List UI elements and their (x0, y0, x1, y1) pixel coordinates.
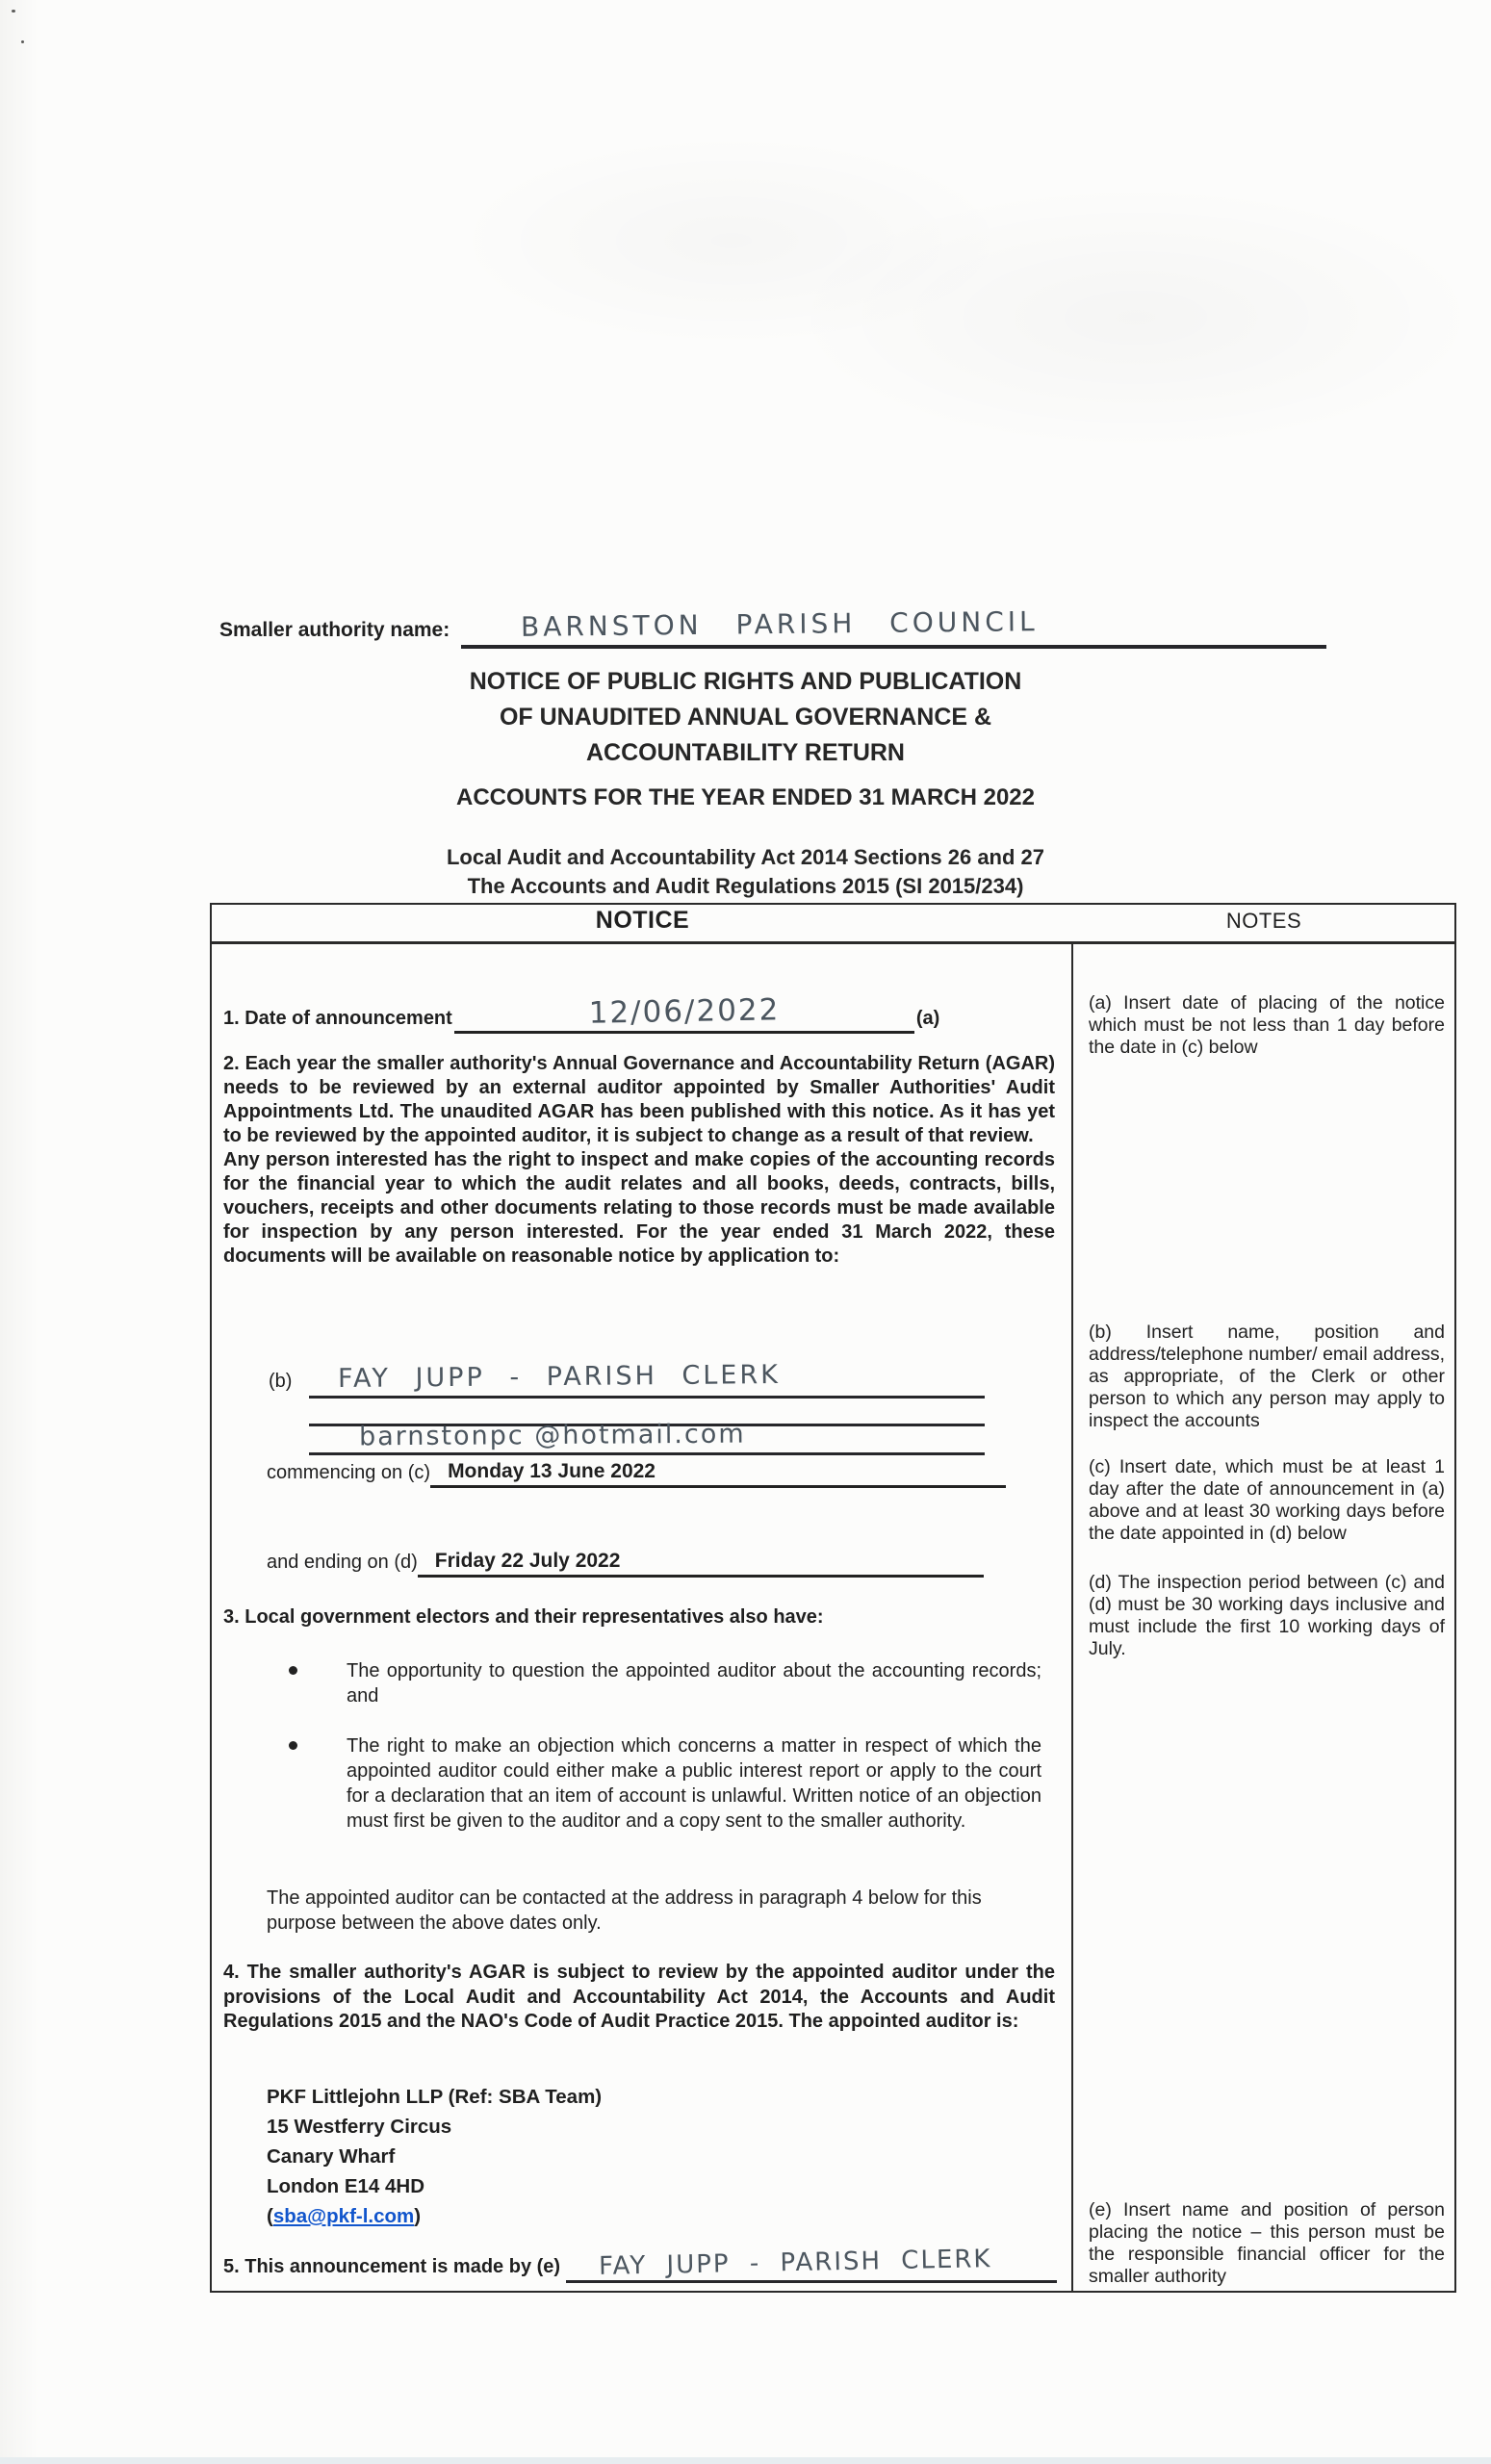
note-c: (c) Insert date, which must be at least 1 day after the date of announcement in (a) above and at least 30 working days before the date appointed in (d) below (1089, 1456, 1445, 1544)
auditor-email-link[interactable]: sba@pkf-l.com (272, 2205, 415, 2227)
ending-date: Friday 22 July 2022 (434, 1550, 621, 1572)
date-of-announcement-row (223, 981, 1051, 1034)
inspection-contact-lines (309, 1361, 985, 1455)
paragraph-3-heading: 3. Local government electors and their representatives also have: (223, 1606, 824, 1628)
note-a: (a) Insert date of placing of the notice which must be not less than 1 day before the date in (c) below (1089, 992, 1445, 1058)
authority-name-handwritten: BARNSTON PARISH COUNCIL (521, 605, 1040, 643)
note-ref-b: (b) (269, 1371, 293, 1392)
contact-email-line (309, 1419, 985, 1455)
note-ref-a: (a) (915, 1008, 940, 1029)
contact-name-handwritten: FAY JUPP - PARISH CLERK (337, 1359, 782, 1395)
announcement-made-by-row (223, 2236, 1057, 2283)
announcement-made-by-handwritten: FAY JUPP - PARISH CLERK (598, 2245, 992, 2281)
page-title (0, 664, 1491, 771)
bullet-2-text: The right to make an objection which concerns a matter in respect of which the appointed auditor could either make a public interest report or apply to the court for a declaration that an item of account is unlawful. Written notice of an objection must first be given to the auditor and a copy sent to the smaller authority. (347, 1735, 1041, 1832)
auditor-address-line-1: PKF Littlejohn LLP (Ref: SBA Team) (267, 2086, 603, 2108)
notice-table (210, 903, 1456, 2293)
contact-email-handwritten: barnstonpc @hotmail.com (358, 1419, 746, 1452)
paragraph-2-part-2: Any person interested has the right to inspect and make copies of the accounting records for the financial year to which the audit relates and all books, deeds, contracts, bills, vouchers, receipts and other documents relating to those records must be made available for inspection by any person interested. For the year ended 31 March 2022, these documents will be available on reasonable notice by application to: (223, 1149, 1055, 1267)
email-paren-open: ( (267, 2205, 273, 2227)
commencing-label: commencing on (c) (267, 1462, 431, 1483)
table-body (212, 944, 1454, 2291)
ending-line (418, 1547, 984, 1578)
paragraph-3-bullet-2 (289, 1733, 1041, 1834)
bullet-icon (289, 1741, 297, 1750)
notes-column (1075, 944, 1454, 2291)
authority-name-row (219, 589, 1326, 649)
legal-reference-regulations: The Accounts and Audit Regulations 2015 (SI 2015/234) (467, 874, 1024, 898)
paragraph-4: 4. The smaller authority's AGAR is subject to review by the appointed auditor under the provisions of the Local Audit and Accountability Act 2014, the Accounts and Audit Regulations 2015 and the NAO's Code of Audit Practice 2015. The appointed auditor is: (223, 1962, 1055, 2032)
page-title-line-3: ACCOUNTABILITY RETURN (585, 739, 905, 766)
commencing-date: Monday 13 June 2022 (448, 1460, 656, 1482)
notice-column (212, 944, 1073, 2291)
notes-column-header: NOTES (1225, 909, 1302, 933)
commencing-row (267, 1457, 1006, 1488)
bullet-icon (289, 1666, 297, 1675)
announcement-made-by-label: 5. This announcement is made by (e) (223, 2256, 561, 2277)
auditor-email-line (267, 2201, 602, 2231)
authority-name-line (461, 589, 1326, 649)
date-of-announcement-line (454, 981, 914, 1034)
paragraph-3-footer: The appointed auditor can be contacted at the address in paragraph 4 below for this purpose between the above dates only. (267, 1887, 982, 1934)
paragraph-3-bullet-1 (289, 1658, 1041, 1708)
contact-name-line (309, 1361, 985, 1399)
legal-references (0, 843, 1491, 901)
announcement-made-by-line (566, 2236, 1057, 2283)
note-b: (b) Insert name, position and address/telephone number/ email address, as appropriate, of the Clerk or other person to which any person may apply to inspect the accounts (1089, 1322, 1445, 1431)
ending-row (267, 1547, 984, 1578)
table-header-row (212, 905, 1454, 944)
commencing-line (430, 1457, 1006, 1488)
page-title-line-2: OF UNAUDITED ANNUAL GOVERNANCE & (499, 704, 992, 731)
authority-name-label: Smaller authority name: (219, 619, 450, 641)
paragraph-2-part-1: 2. Each year the smaller authority's Annual Governance and Accountability Return (AGAR) needs to be reviewed by an external auditor appointed by Smaller Authorities' Audit Appointments Ltd. The unaudited AGAR has been published with this notice. As it has yet to be reviewed by the appointed auditor, it is subject to change as a result of that review. (223, 1053, 1055, 1146)
ending-label: and ending on (d) (267, 1552, 418, 1573)
auditor-address-block (267, 2082, 602, 2231)
auditor-address-line-4: London E14 4HD (267, 2175, 425, 2197)
inspection-contact-block (269, 1361, 985, 1455)
scan-speck (21, 40, 24, 43)
note-e: (e) Insert name and position of person placing the notice – this person must be the responsible financial officer for the smaller authority (1089, 2199, 1445, 2287)
scan-bottom-edge (0, 2457, 1491, 2464)
page-title-line-1: NOTICE OF PUBLIC RIGHTS AND PUBLICATION (469, 668, 1022, 695)
date-of-announcement-label: 1. Date of announcement (223, 1008, 452, 1029)
date-of-announcement-handwritten: 12/06/2022 (588, 992, 781, 1031)
note-d: (d) The inspection period between (c) and (d) must be 30 working days inclusive and must include the first 10 working days of July. (1089, 1572, 1445, 1659)
auditor-address-line-3: Canary Wharf (267, 2145, 396, 2168)
notice-column-header: NOTICE (595, 907, 690, 934)
email-paren-close: ) (414, 2205, 422, 2227)
paragraph-2 (223, 1052, 1055, 1269)
scan-speck (12, 10, 15, 13)
accounts-year-subtitle: ACCOUNTS FOR THE YEAR ENDED 31 MARCH 2022 (456, 784, 1035, 810)
auditor-address-line-2: 15 Westferry Circus (267, 2116, 452, 2138)
bullet-1-text: The opportunity to question the appointed auditor about the accounting records; and (347, 1660, 1041, 1707)
legal-reference-act: Local Audit and Accountability Act 2014 Sections 26 and 27 (446, 845, 1045, 869)
